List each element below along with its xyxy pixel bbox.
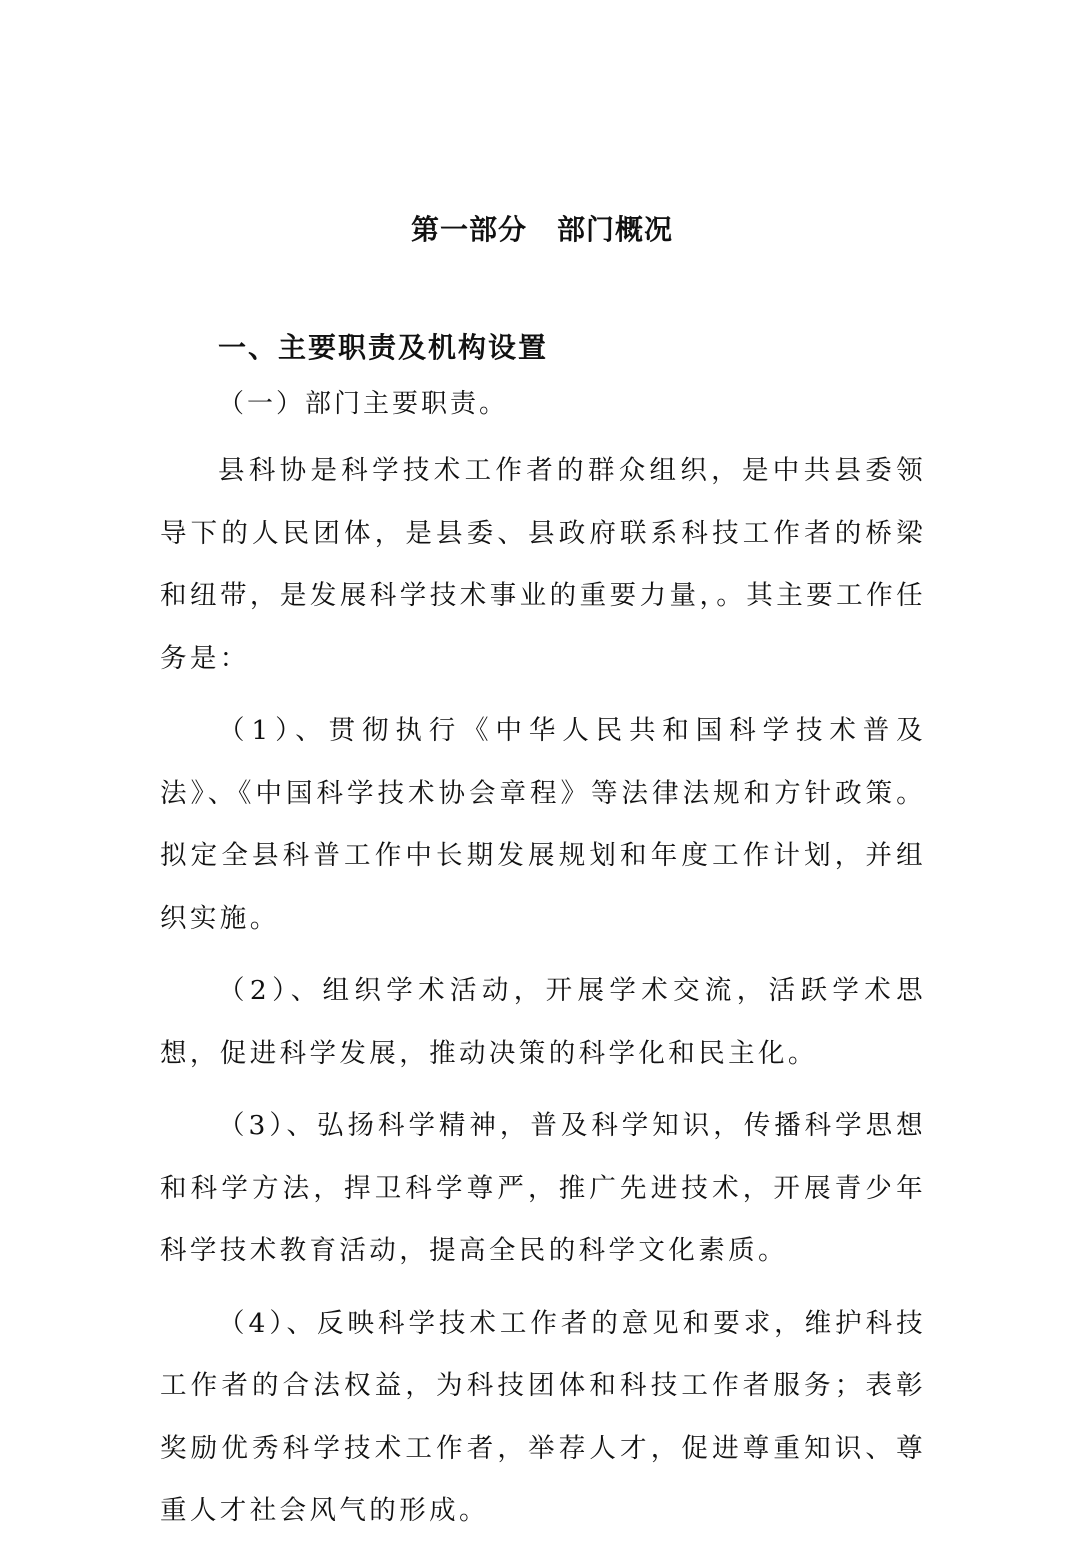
paragraph-duty-1: （1）、贯彻执行《中华人民共和国科学技术普及法》、《中国科学技术协会章程》等法律法规和方针政策。拟定全县科普工作中长期发展规划和年度工作计划，并组织实施。 xyxy=(160,715,926,934)
paragraph-duty-2: （2）、组织学术活动，开展学术交流，活跃学术思想，促进科学发展，推动决策的科学化和民主化。 xyxy=(160,975,926,1069)
document-body xyxy=(160,324,926,1543)
title-part: 第一部分 xyxy=(410,213,527,246)
title-name: 部门概况 xyxy=(557,213,674,246)
paragraph-duty-3: （3）、弘扬科学精神，普及科学知识，传播科学思想和科学方法，捍卫科学尊严，推广先进技术，开展青少年科学技术教育活动，提高全民的科学文化素质。 xyxy=(160,1110,926,1266)
paragraph-intro: 县科协是科学技术工作者的群众组织，是中共县委领导下的人民团体，是县委、县政府联系科技工作者的桥梁和纽带，是发展科学技术事业的重要力量，。其主要工作任务是： xyxy=(160,455,926,674)
paragraph-duty-4: （4）、反映科学技术工作者的意见和要求，维护科技工作者的合法权益，为科技团体和科技工作者服务；表彰奖励优秀科学技术工作者，举荐人才，促进尊重知识、尊重人才社会风气的形成。 xyxy=(160,1307,926,1526)
page-title xyxy=(0,206,1074,254)
sub-heading: （一）部门主要职责。 xyxy=(218,389,509,419)
section-heading: 一、主要职责及机构设置 xyxy=(218,331,549,364)
